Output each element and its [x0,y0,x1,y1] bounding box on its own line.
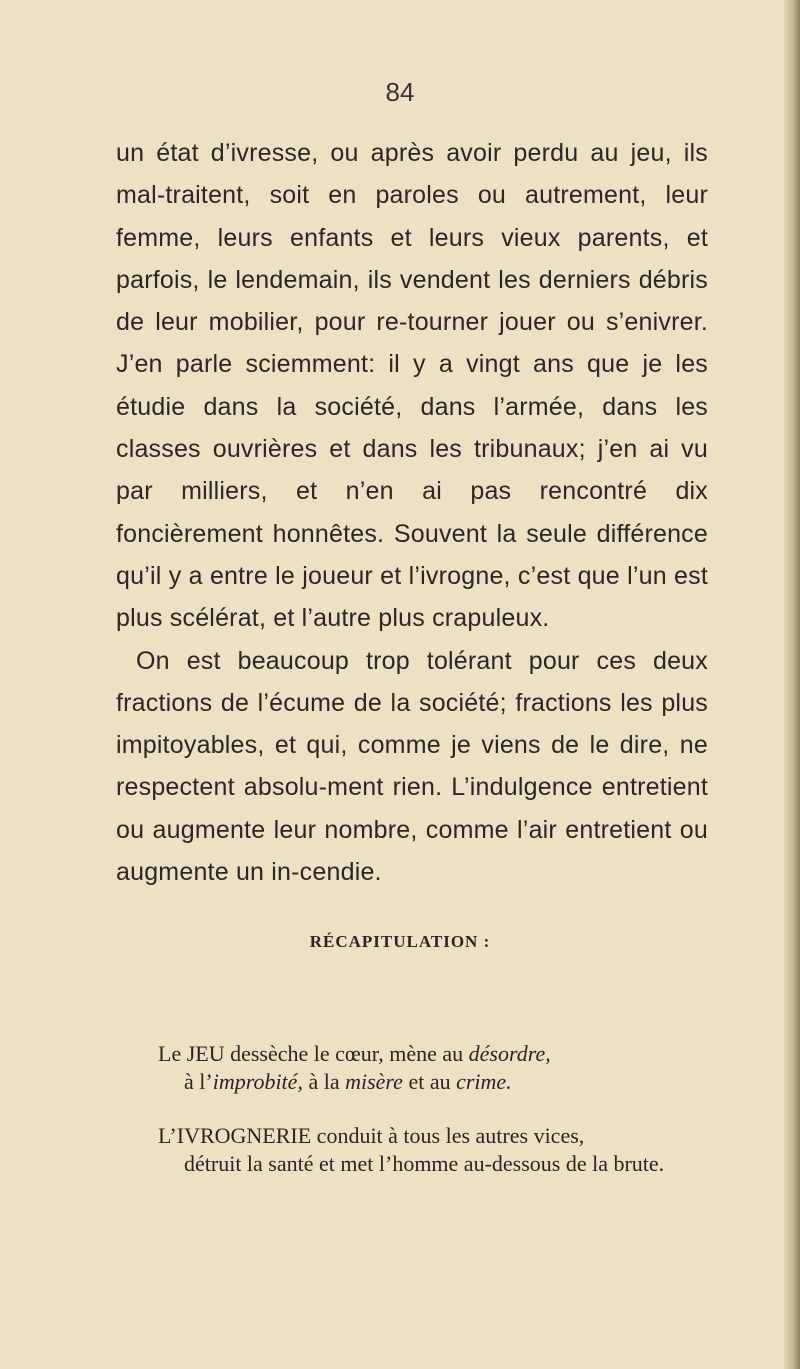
recap-text: et au [402,1069,457,1094]
recap-emphasis: misère [345,1069,403,1094]
recap-heading: RÉCAPITULATION : [309,932,491,951]
main-text [116,132,708,893]
paragraph-1: un état d’ivresse, ou après avoir perdu au jeu, ils mal-traitent, soit en paroles ou autrement, leur femme, leurs enfants et leurs vieux parents, et parfois, le lendemain, ils vendent les derniers débris de leur mobilier, pour re-tourner jouer ou s’enivrer. J’en parle sciemment: il y a vingt ans que je les étudie dans la société, dans l’armée, dans les classes ouvrières et dans les tribunaux; j’en ai vu par milliers, et n’en ai pas rencontré dix foncièrement honnêtes. Souvent la seule différence qu’il y a entre le joueur et l’ivrogne, c’est que l’un est plus scélérat, et l’autre plus crapuleux. [116,139,708,633]
recap-item-line [158,1068,718,1096]
recap-item-line [158,1040,718,1068]
recap-text: à l’ [184,1069,213,1094]
recap-emphasis: crime. [456,1069,512,1094]
paragraph-2: On est beaucoup trop tolérant pour ces deux fractions de l’écume de la société; fractions les plus impitoyables, et qui, comme je viens de le dire, ne respectent absolu-ment rien. L’indulgence entretient ou augmente leur nombre, comme l’air entretient ou augmente un in-cendie. [116,646,708,887]
recap-text: Le JEU dessèche le cœur, mène au [158,1041,469,1066]
page-number: 84 [385,77,415,107]
recap-item-drunkenness [158,1122,718,1178]
recap-item-line: détruit la santé et met l’homme au-dessous de la brute. [184,1151,665,1176]
recap-emphasis: improbité, [212,1069,303,1094]
recap-emphasis: désordre, [468,1041,551,1066]
recap-item-gambling [158,1040,718,1096]
page-edge [784,0,800,1369]
recap-item-line: L’IVROGNERIE conduit à tous les autres vices, [158,1123,585,1148]
recap-text: à la [302,1069,346,1094]
